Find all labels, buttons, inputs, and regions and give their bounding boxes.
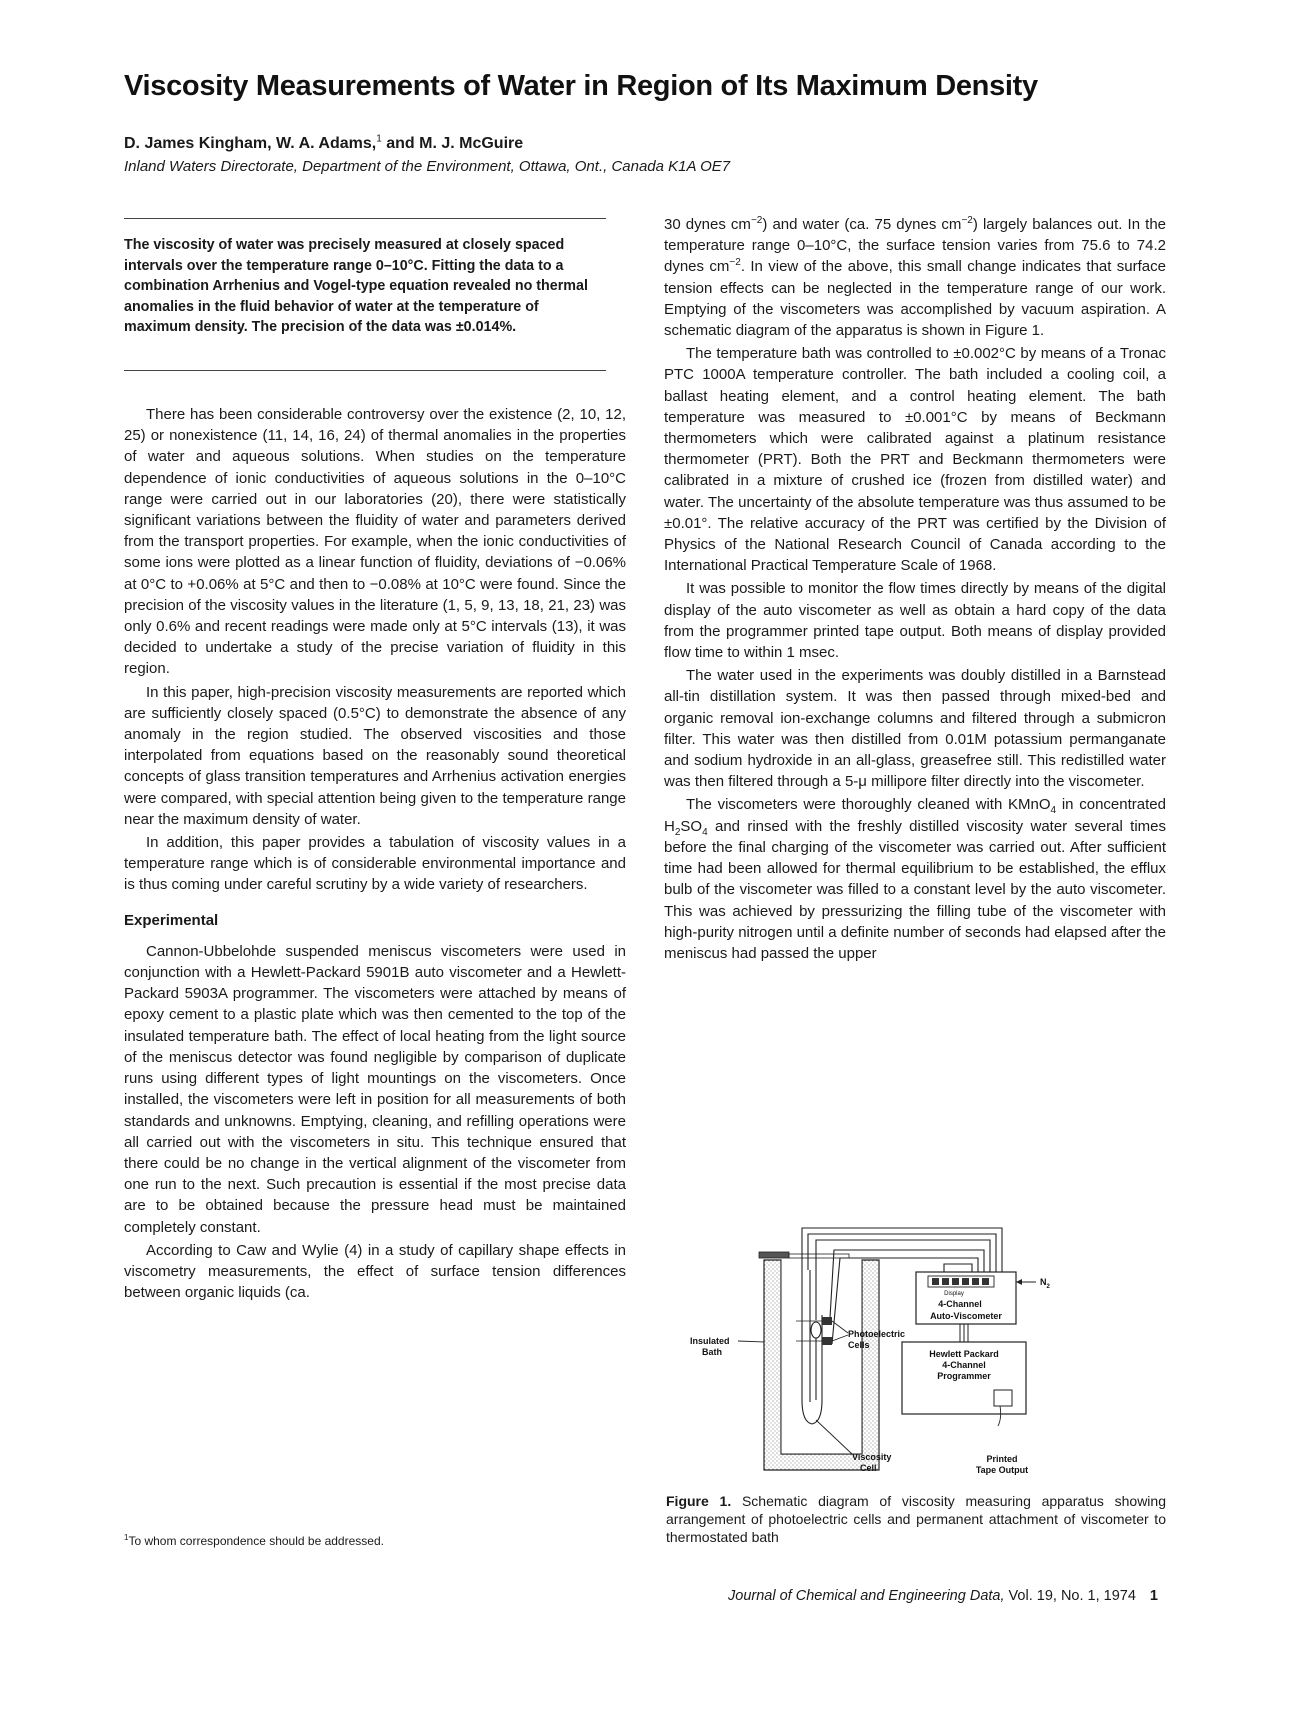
exponent: −2 [729, 257, 741, 269]
text-run: 30 dynes cm [664, 216, 751, 233]
nitrogen-label: $N_2$ [1040, 1277, 1050, 1290]
paper-title: Viscosity Measurements of Water in Region of Its Maximum Density [124, 70, 1038, 102]
footnote-text: To whom correspondence should be addressed. [128, 1534, 384, 1548]
affiliation: Inland Waters Directorate, Department of the Environment, Ottawa, Ont., Canada K1A OE7 [124, 158, 731, 175]
body-paragraph: In addition, this paper provides a tabulation of viscosity values in a temperature range which is of considerable environmental importance and is thus coming under careful scrutiny by a wide variety of researchers. [124, 834, 626, 894]
body-paragraph: The water used in the experiments was doubly distilled in a Barnstead all-tin distillation system. It was then passed through mixed-bed and organic removal ion-exchange columns and filtered through a submicron filter. This water was then distilled from 0.01M potassium permanganate and sodium hydroxide in an all-glass, greasefree still. This redistilled water was then filtered through a 5-μ millipore filter directly into the viscometer. [664, 667, 1166, 791]
apparatus-diagram [684, 1220, 1144, 1490]
abstract-rule-bottom [124, 370, 606, 371]
insulated-label: Insulated [690, 1336, 730, 1346]
auto-viscometer-label-1: 4-Channel [938, 1299, 982, 1309]
journal-name: Journal of Chemical and Engineering Data, [728, 1588, 1005, 1604]
text-run: in concentrated H [664, 796, 1166, 835]
journal-issue: Vol. 19, No. 1, 1974 [1004, 1588, 1136, 1604]
subscript: 4 [702, 826, 708, 838]
body-paragraph [664, 214, 1166, 341]
bath-label: Bath [702, 1347, 722, 1357]
printed-label: Printed [986, 1454, 1018, 1464]
display-label: Display [944, 1291, 964, 1297]
author-names-tail: and M. J. McGuire [381, 135, 524, 152]
figure-caption-text: Schematic diagram of viscosity measuring apparatus showing arrangement of photoelectric cells and permanent attachment of viscometer to thermostated bath [666, 1493, 1166, 1545]
tape-output-slot [994, 1390, 1012, 1406]
body-paragraph: It was possible to monitor the flow times directly by means of the digital display of the auto viscometer as well as obtain a hard copy of the data from the programmer printed tape output. Both means of display provided flow time to within 1 msec. [664, 580, 1166, 662]
programmer-label-3: Programmer [937, 1371, 991, 1381]
connector-cable [960, 1324, 968, 1342]
exponent: −2 [961, 215, 973, 226]
body-paragraph: In this paper, high-precision viscosity measurements are reported which are sufficiently closely spaced (0.5°C) to demonstrate the absence of any anomaly in the region studied. The observed viscosities and those interpolated from equations based on the reasonably sound theoretical concepts of glass transition temperatures and Arrhenius activation energies were compared, with special attention being given to the temperature range near the maximum density of water. [124, 683, 626, 828]
subscript: 2 [674, 826, 681, 838]
left-column [124, 404, 626, 1303]
author-names: D. James Kingham, W. A. Adams, [124, 135, 377, 152]
arrow-icon [1016, 1279, 1022, 1285]
text-run: . In view of the above, this small change indicates that surface tension effects can be neglected in the temperature range of our work. Emptying of the viscometers was accomplished by vacuum aspiration. A schematic diagram of the apparatus is shown in Figure 1. [664, 258, 1166, 340]
subscript: 4 [1050, 805, 1057, 817]
footnote-mark: 1 [124, 1533, 129, 1542]
footnote [124, 1534, 384, 1548]
cells-label: Cells [848, 1340, 870, 1350]
cell-label: Cell [860, 1463, 877, 1473]
figure-caption-label: Figure 1. [666, 1493, 732, 1509]
figure-caption [666, 1492, 1166, 1546]
exponent: −2 [750, 215, 763, 226]
body-paragraph: According to Caw and Wylie (4) in a study of capillary shape effects in viscometry measurements, the effect of surface tension differences between organic liquids (ca. [124, 1241, 626, 1302]
viscosity-label: Viscosity [852, 1452, 892, 1462]
photoelectric-label: Photoelectric [848, 1329, 906, 1339]
body-paragraph: There has been considerable controversy over the existence (2, 10, 12, 25) or nonexistence (11, 14, 16, 24) of thermal anomalies in the properties of water and aqueous solutions. When studies on the temperature dependence of ionic conductivities of aqueous solutions in the 0–10°C range were carried out in our laboratories (20), there were statistically significant variations between the fluidity of water and parameters derived from the transport properties. For example, when the ionic conductivities of some ions were plotted as a linear function of fluidity, deviations of −0.06% at 0°C to +0.06% at 5°C and then to −0.08% at 10°C were found. Since the precision of the viscosity values in the literature (1, 5, 9, 13, 18, 21, 23) was only 0.6% and recent readings were made only at 5°C intervals (13), it was decided to undertake a study of the precise variation of fluidity in this region. [124, 406, 626, 678]
auto-viscometer-label-2: Auto-Viscometer [930, 1311, 1002, 1321]
author-list [124, 135, 523, 153]
programmer-label-1: Hewlett Packard [929, 1349, 999, 1359]
journal-footer [666, 1588, 1158, 1604]
text-run: ) and water (ca. 75 dynes cm [762, 216, 962, 233]
abstract-rule-top [124, 218, 606, 219]
body-paragraph [664, 794, 1166, 964]
page-number: 1 [1149, 1588, 1158, 1604]
tape-output-label: Tape Output [975, 1465, 1029, 1475]
text-run: ) largely balances out. In the temperature range 0–10°C, the surface tension varies from 75.6 to 74.2 dynes cm [664, 216, 1167, 276]
body-paragraph: The temperature bath was controlled to ±0.002°C by means of a Tronac PTC 1000A temperature controller. The bath included a cooling coil, a ballast heating element, and a control heating element. The bath temperature was measured to ±0.001°C by means of Beckmann thermometers which were calibrated against a platinum resistance thermometer (PRT). Both the PRT and Beckmann thermometers were calibrated in a mixture of crushed ice (frozen from distilled water) and water. The uncertainty of the absolute temperature was thus assumed to be ±0.01°. The relative accuracy of the PRT was certified by the Division of Physics of the National Research Council of Canada according to the International Practical Temperature Scale of 1968. [664, 345, 1166, 575]
mounting-plate [789, 1254, 849, 1258]
bath-leader [738, 1341, 764, 1342]
abstract: The viscosity of water was precisely measured at closely spaced intervals over the temperature range 0–10°C. Fitting the data to a combination Arrhenius and Vogel-type equation revealed no thermal anomalies in the fluid behavior of water at the temperature of maximum density. The precision of the data was ±0.014%. [124, 237, 588, 335]
text-run: and rinsed with the freshly distilled viscosity water several times before the final charging of the viscometer was carried out. After sufficient time had been allowed for thermal equilibrium to be established, the efflux bulb of the viscometer was filled to a constant level by the auto viscometer. This was achieved by pressurizing the filling tube of the viscometer with high-purity nitrogen until a definite number of seconds had elapsed after the meniscus had passed the upper [664, 817, 1166, 962]
text-run: The viscometers were thoroughly cleaned with KMnO [686, 796, 1051, 814]
body-paragraph: Cannon-Ubbelohde suspended meniscus viscometers were used in conjunction with a Hewlett-Packard 5901B auto viscometer and a Hewlett-Packard 5903A programmer. The viscometers were attached by means of epoxy cement to a plastic plate which was then cemented to the top of the insulated temperature bath. The effect of local heating from the light source of the meniscus detector was found negligible by comparison of duplicate runs using different types of light mountings on the viscometers. Once installed, the viscometers were left in position for all measurements of both standards and unknowns. Emptying, cleaning, and refilling operations were all carried out with the viscometers in situ. This technique ensured that there could be no change in the vertical alignment of the viscometer from one run to the next. Such precaution is essential if the most precise data are to be obtained because the pressure head must be maintained completely constant. [124, 942, 626, 1236]
programmer-label-2: 4-Channel [942, 1360, 986, 1370]
text-run: SO [680, 817, 703, 835]
footnote-mark: 1 [376, 133, 382, 145]
right-column [664, 214, 1166, 964]
epoxy-plate [759, 1252, 789, 1258]
section-heading: Experimental [124, 911, 219, 929]
